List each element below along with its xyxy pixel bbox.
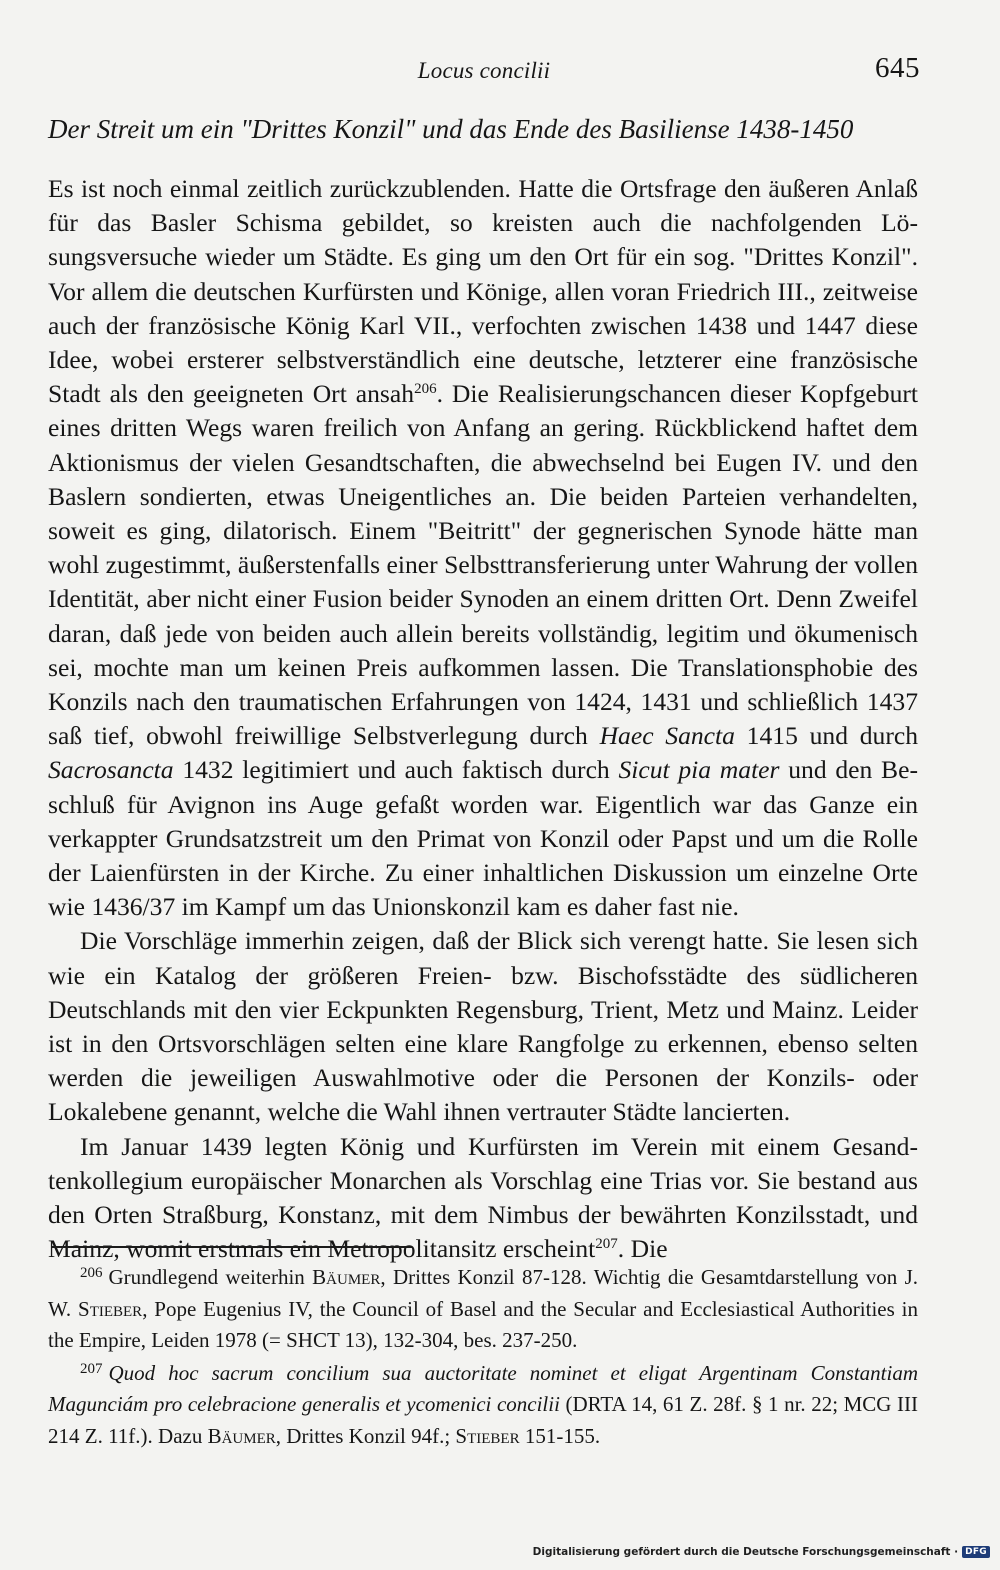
paragraph [48, 172, 918, 924]
running-title: Locus concilii [417, 58, 551, 83]
text-run: 151-155. [519, 1423, 601, 1448]
italic-text: Sacrosancta [48, 755, 174, 785]
page-number: 645 [875, 52, 920, 84]
footnote [48, 1358, 918, 1453]
text-run: und den Beschluß für Avignon ins Auge gefaßt worden war. Eigentlich war das Ganze ein verkappter Grundsatzstreit um den Primat von Konzil oder Papst und um die Rolle der Laienfürsten in der Kirche. Zu einer inhaltlichen Diskussion um einzelne Orte wie 1436/37 im Kampf um das Unionskonzil kam es daher fast nie. [48, 755, 918, 922]
author-name: Stieber [78, 1296, 143, 1321]
section-heading: Der Streit um ein "Drittes Konzil" und das Ende des Basiliense 1438-1450 [48, 114, 854, 144]
author-name: Bäumer [207, 1423, 276, 1448]
body-text [48, 172, 918, 1267]
dfg-logo-icon: DFG [962, 1546, 990, 1558]
footnote-reference: 207 [595, 1236, 618, 1253]
footnote-number: 207 [80, 1360, 103, 1377]
text-run: 1415 und durch [734, 721, 918, 751]
text-run: . Die Realisierungschancen dieser Kopfgeburt eines dritten Wegs waren freilich von Anfang an gering. Rückblickend haftet dem Aktionismus der vielen Gesandtschaften, die abwechselnd bei Eugen IV. und den Baslern sondierten, etwas Uneigentliches an. Die beiden Parteien verhandelten, soweit es ging, dilatorisch. Einem "Beitritt" der gegnerischen Synode hätte man wohl zugestimmt, äußerstenfalls einer Selbsttransferierung unter Wahrung der vollen Identität, aber nicht einer Fusion beider Synoden an einem dritten Ort. Denn Zweifel daran, daß jede von beiden auch allein bereits vollständig, legitim und ökumenisch sei, mochte man um keinen Preis aufkommen lassen. Die Translationsphobie des Konzils nach den traumatischen Erfahrungen von 1424, 1431 und schließlich 1437 saß tief, obwohl freiwillige Selbstverlegung durch [48, 379, 919, 751]
text-run: Die Vorschläge immerhin zeigen, daß der Blick sich verengt hatte. Sie lesen sich wie ein Katalog der größeren Freien- bzw. Bischofsstädte des südlicheren Deutschlands mit den vier Eckpunkten Regensburg, Trient, Metz und Mainz. Leider ist in den Ortsvorschlägen selten eine klare Rangfolge zu erkennen, ebenso selten werden die jeweiligen Auswahlmotive oder die Personen der Konzils- oder Lokalebene genannt, welche die Wahl ihnen vertrauter Städte lancierten. [48, 926, 918, 1127]
text-run: . Die [617, 1234, 668, 1264]
text-run: Im Januar 1439 legten König und Kurfürsten im Verein mit einem Gesandtenkollegium europäischer Monarchen als Vorschlag eine Trias vor. Sie bestand aus den Orten Straßburg, Konstanz, mit dem Nimbus der bewährten Konzilsstadt, und Mainz, womit erstmals ein Metropolitansitz erscheint [48, 1131, 918, 1264]
paragraph [48, 924, 918, 1129]
text-run: Es ist noch einmal zeitlich zurückzublenden. Hatte die Ortsfrage den äußeren Anlaß für das Basler Schisma gebildet, so kreisten auch die nachfolgenden Lösungsversuche wieder um Städte. Es ging um den Ort für ein sog. "Drittes Konzil". Vor allem die deutschen Kurfürsten und Könige, allen voran Friedrich III., zeitweise auch der französische König Karl VII., verfochten zwischen 1438 und 1447 diese Idee, wobei ersterer selbstverständlich eine deutsche, letzterer eine französische Stadt als den geeigneten Ort ansah [48, 174, 918, 409]
digitization-credit [533, 1542, 990, 1562]
text-run: (DRTA 14, 61 Z. 28f. § 1 nr. 22; MCG III 214 Z. 11f.). Dazu [48, 1392, 918, 1448]
italic-text: Quod hoc sacrum concilium sua auctoritate nominet et eligat Argentinam Constantiam Magunciám pro celebracione generalis et ycomenici concilii [48, 1360, 918, 1416]
italic-text: Haec Sancta [599, 721, 735, 751]
text-run: , Drittes Konzil 87-128. Wichtig die Gesamtdarstellung von J. W. [48, 1265, 918, 1321]
text-run: 1432 legitimiert und auch faktisch durch [173, 755, 619, 785]
footnotes [48, 1262, 918, 1453]
credit-text: Digitalisierung gefördert durch die Deutsche Forschungsgemeinschaft · [532, 1546, 959, 1558]
text-run: , Drittes Konzil 94f.; [275, 1423, 456, 1448]
footnote-divider [52, 1246, 412, 1248]
author-name: Bäumer [312, 1265, 381, 1289]
author-name: Stieber [455, 1423, 520, 1448]
text-run: Grundlegend weiterhin [108, 1265, 313, 1289]
footnote-reference: 206 [414, 381, 437, 398]
text-run: , Pope Eugenius IV, the Council of Basel and the Secular and Ecclesiastical Authorities in the Empire, Leiden 1978 (= SHCT 13), 132-304, bes. 237-250. [48, 1296, 918, 1352]
footnote [48, 1262, 918, 1357]
running-head [48, 52, 920, 88]
italic-text: Sicut pia mater [618, 755, 780, 785]
footnote-number: 206 [80, 1265, 103, 1281]
